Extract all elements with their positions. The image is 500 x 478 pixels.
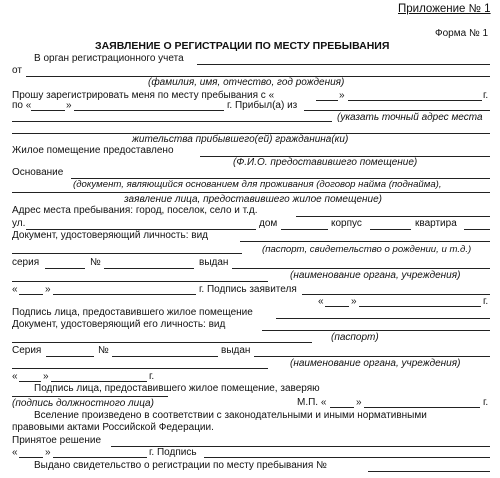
number2-label: № — [98, 345, 109, 356]
official-sign-line[interactable] — [12, 396, 168, 397]
building-line[interactable] — [370, 229, 411, 230]
until-quote-close: » — [66, 100, 72, 111]
series2-label: Серия — [12, 345, 42, 356]
stamp-month-line[interactable] — [364, 407, 480, 408]
id-doc-line[interactable] — [240, 241, 490, 242]
date-quote-close: » — [45, 284, 51, 295]
id-doc-hint: (паспорт, свидетельство о рождении, и т.д.) — [262, 244, 472, 255]
apartment-label: квартира — [415, 218, 457, 229]
arrived-from-label: г. Прибыл(а) из — [227, 100, 298, 111]
apartment-line[interactable] — [464, 229, 490, 230]
stamp-date-label: М.П. « — [297, 397, 327, 408]
provider-hint: (Ф.И.О. предоставившего помещение) — [233, 157, 418, 168]
date3-day-line[interactable] — [19, 381, 41, 382]
request-day-line[interactable] — [316, 100, 338, 101]
series2-line[interactable] — [46, 356, 94, 357]
stay-address-line[interactable] — [296, 216, 490, 217]
official-sign-hint: (подпись должностного лица) — [12, 398, 154, 409]
request-year-g: г. — [483, 90, 489, 101]
series-label: серия — [12, 257, 40, 268]
authority-line[interactable] — [197, 64, 490, 65]
number2-line[interactable] — [112, 356, 218, 357]
applicant-sign-line[interactable] — [302, 294, 490, 295]
series-line[interactable] — [45, 268, 85, 269]
date2-year-g: г. — [483, 296, 489, 307]
date4-day-line[interactable] — [19, 457, 43, 458]
stamp-year-g: г. — [483, 397, 489, 408]
date-quote-open: « — [12, 284, 18, 295]
settlement-text-a: Вселение произведено в соответствии с законодательными и иными нормативными — [34, 410, 427, 421]
decision-label: Принятое решение — [12, 435, 102, 446]
issued-line[interactable] — [232, 268, 490, 269]
date3-quote-open: « — [12, 371, 18, 382]
date4-sign-line[interactable] — [204, 457, 490, 458]
request-month-line[interactable] — [348, 100, 482, 101]
id-doc2-line[interactable] — [262, 330, 490, 331]
arrived-from-line[interactable] — [304, 110, 490, 111]
form-number: Форма № 1 — [435, 28, 489, 39]
stamp-day-line[interactable] — [330, 407, 354, 408]
appendix-label: Приложение № 1 — [398, 3, 491, 15]
certificate-label: Выдано свидетельство о регистрации по месту пребывания № — [34, 460, 327, 471]
stay-address-label: Адрес места пребывания: город, поселок, село и т.д. — [12, 205, 258, 216]
date3-month-line[interactable] — [51, 381, 147, 382]
issued2-line-2[interactable] — [12, 368, 268, 369]
certificate-number-line[interactable] — [368, 471, 490, 472]
certify-label: Подпись лица, предоставившего жилое помещение, заверяю — [34, 383, 320, 394]
number-label: № — [90, 257, 101, 268]
house-line[interactable] — [281, 229, 328, 230]
passport-hint: (паспорт) — [331, 332, 379, 343]
date-month-line[interactable] — [53, 294, 196, 295]
date4-sign-label: г. Подпись — [149, 447, 197, 458]
basis-hint-a: (документ, являющийся основанием для проживания (договор найма (поднайма), — [73, 179, 442, 190]
street-label: ул. — [12, 218, 26, 229]
stamp-quote-close: » — [356, 397, 362, 408]
until-label: по « — [12, 100, 32, 111]
applicant-sign-label: г. Подпись заявителя — [199, 284, 297, 295]
basis-hint-b: заявление лица, предоставившего жилое помещение) — [124, 194, 382, 205]
building-label: корпус — [331, 218, 362, 229]
number-line[interactable] — [104, 268, 194, 269]
date4-quote-close: » — [45, 447, 51, 458]
issued2-label: выдан — [221, 345, 251, 356]
until-month-line[interactable] — [74, 110, 224, 111]
address-hint-b: жительства прибывшего(ей) гражданина(ки) — [132, 134, 349, 145]
form-title: ЗАЯВЛЕНИЕ О РЕГИСТРАЦИИ ПО МЕСТУ ПРЕБЫВАНИЯ — [95, 40, 390, 52]
issued-label: выдан — [199, 257, 229, 268]
basis-line-2[interactable] — [12, 192, 490, 193]
fio-hint: (фамилия, имя, отчество, год рождения) — [148, 77, 345, 88]
address-hint-a: (указать точный адрес места — [337, 112, 483, 123]
issued-line-2[interactable] — [12, 281, 268, 282]
date2-day-line[interactable] — [325, 306, 349, 307]
request-quote-close: » — [339, 90, 345, 101]
address-line-1[interactable] — [12, 121, 332, 122]
date-day-line[interactable] — [19, 294, 43, 295]
from-label: от — [12, 65, 22, 76]
date3-year-g: г. — [149, 371, 155, 382]
issued2-line[interactable] — [254, 356, 490, 357]
id-doc2-line-2[interactable] — [12, 342, 312, 343]
provider-sign-label: Подпись лица, предоставившего жилое помещение — [12, 307, 253, 318]
id-doc-line-2[interactable] — [12, 253, 242, 254]
request-label: Прошу зарегистрировать меня по месту пребывания с « — [12, 90, 275, 101]
to-authority-label: В орган регистрационного учета — [34, 53, 184, 64]
id-doc2-label: Документ, удостоверяющий его личность: вид — [12, 319, 226, 330]
authority-hint2: (наименование органа, учреждения) — [290, 358, 461, 369]
date4-quote-open: « — [12, 447, 18, 458]
authority-hint: (наименование органа, учреждения) — [290, 270, 461, 281]
id-doc-label: Документ, удостоверяющий личность: вид — [12, 230, 209, 241]
premises-label: Жилое помещение предоставлено — [12, 145, 174, 156]
date3-quote-close: » — [43, 371, 49, 382]
settlement-text-b: правовыми актами Российской Федерации. — [12, 422, 214, 433]
basis-label: Основание — [12, 167, 64, 178]
house-label: дом — [259, 218, 278, 229]
provider-sign-line[interactable] — [276, 318, 490, 319]
date2-month-line[interactable] — [359, 306, 481, 307]
until-day-line[interactable] — [31, 110, 65, 111]
date2-quote-open: « — [318, 296, 324, 307]
date2-quote-close: » — [351, 296, 357, 307]
date4-month-line[interactable] — [53, 457, 147, 458]
